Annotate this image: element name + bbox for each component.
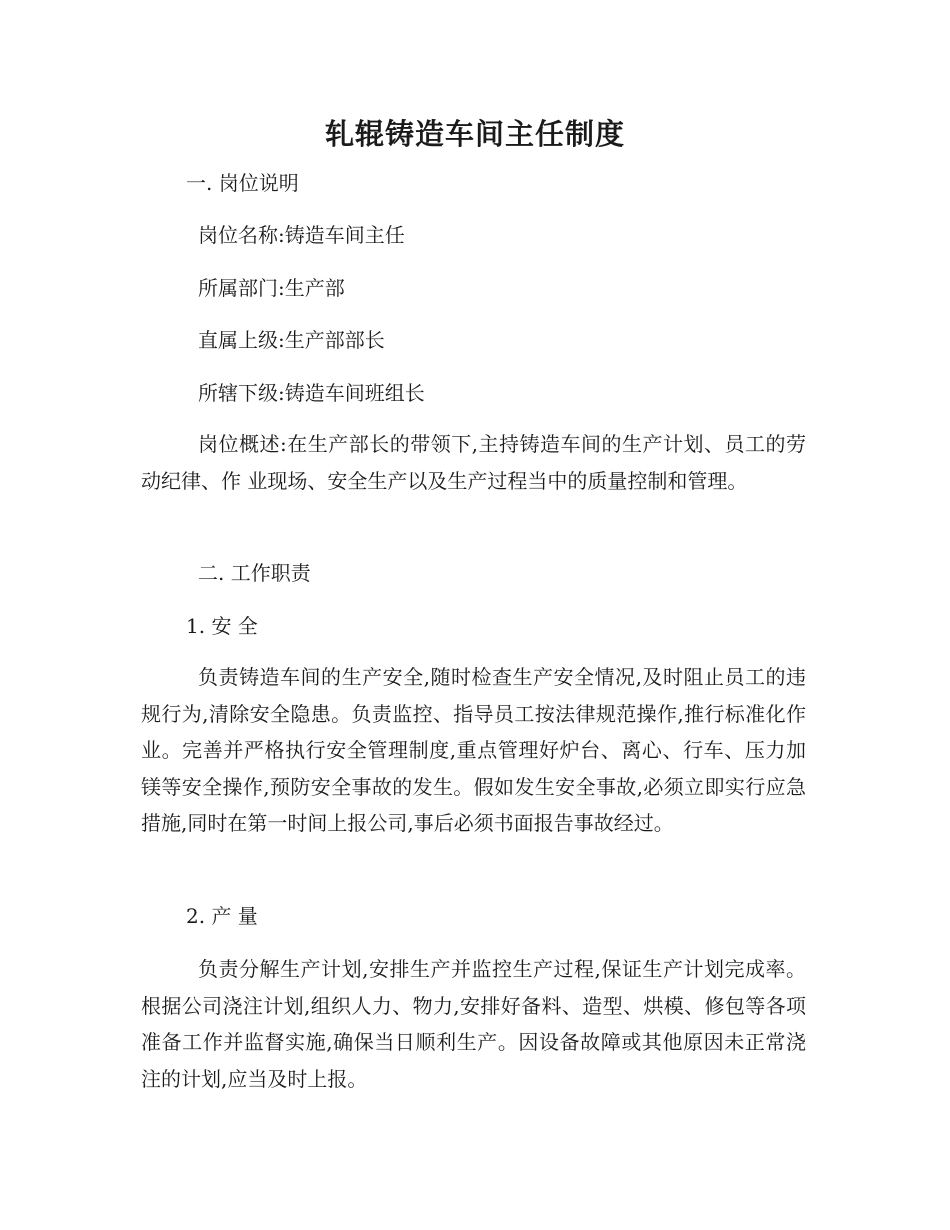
document-title: 轧辊铸造车间主任制度 bbox=[324, 117, 625, 151]
duty-paragraph-output: 负责分解生产计划,安排生产并监控生产过程,保证生产计划完成率。根据公司浇注计划,组织人力、物力,安排好备料、造型、烘模、修包等各项准备工作并监督实施,确保当日顺利生产。因设备故障或其他原因未正常浇注的计划,应当及时上报。 bbox=[141, 957, 806, 1091]
section-heading-duties: 二. 工作职责 bbox=[198, 561, 311, 585]
department-line: 所属部门:生产部 bbox=[198, 276, 345, 300]
section-heading-job-description: 一. 岗位说明 bbox=[186, 171, 299, 195]
position-name-line: 岗位名称:铸造车间主任 bbox=[198, 223, 405, 247]
duty-paragraph-safety: 负责铸造车间的生产安全,随时检查生产安全情况,及时阻止员工的违规行为,清除安全隐患。负责监控、指导员工按法律规范操作,推行标准化作业。完善并严格执行安全管理制度,重点管理好炉台、离心、行车、压力加镁等安全操作,预防安全事故的发生。假如发生安全事故,必须立即实行应急措施,同时在第一时间上报公司,事后必须书面报告事故经过。 bbox=[141, 665, 806, 835]
position-overview-paragraph: 岗位概述:在生产部长的带领下,主持铸造车间的生产计划、员工的劳动纪律、作 业现场、安全生产以及生产过程当中的质量控制和管理。 bbox=[141, 432, 806, 493]
subordinates-line: 所辖下级:铸造车间班组长 bbox=[198, 381, 425, 405]
superior-line: 直属上级:生产部部长 bbox=[198, 328, 385, 352]
duty-heading-output: 2. 产 量 bbox=[186, 904, 258, 928]
duty-heading-safety: 1. 安 全 bbox=[186, 614, 258, 638]
